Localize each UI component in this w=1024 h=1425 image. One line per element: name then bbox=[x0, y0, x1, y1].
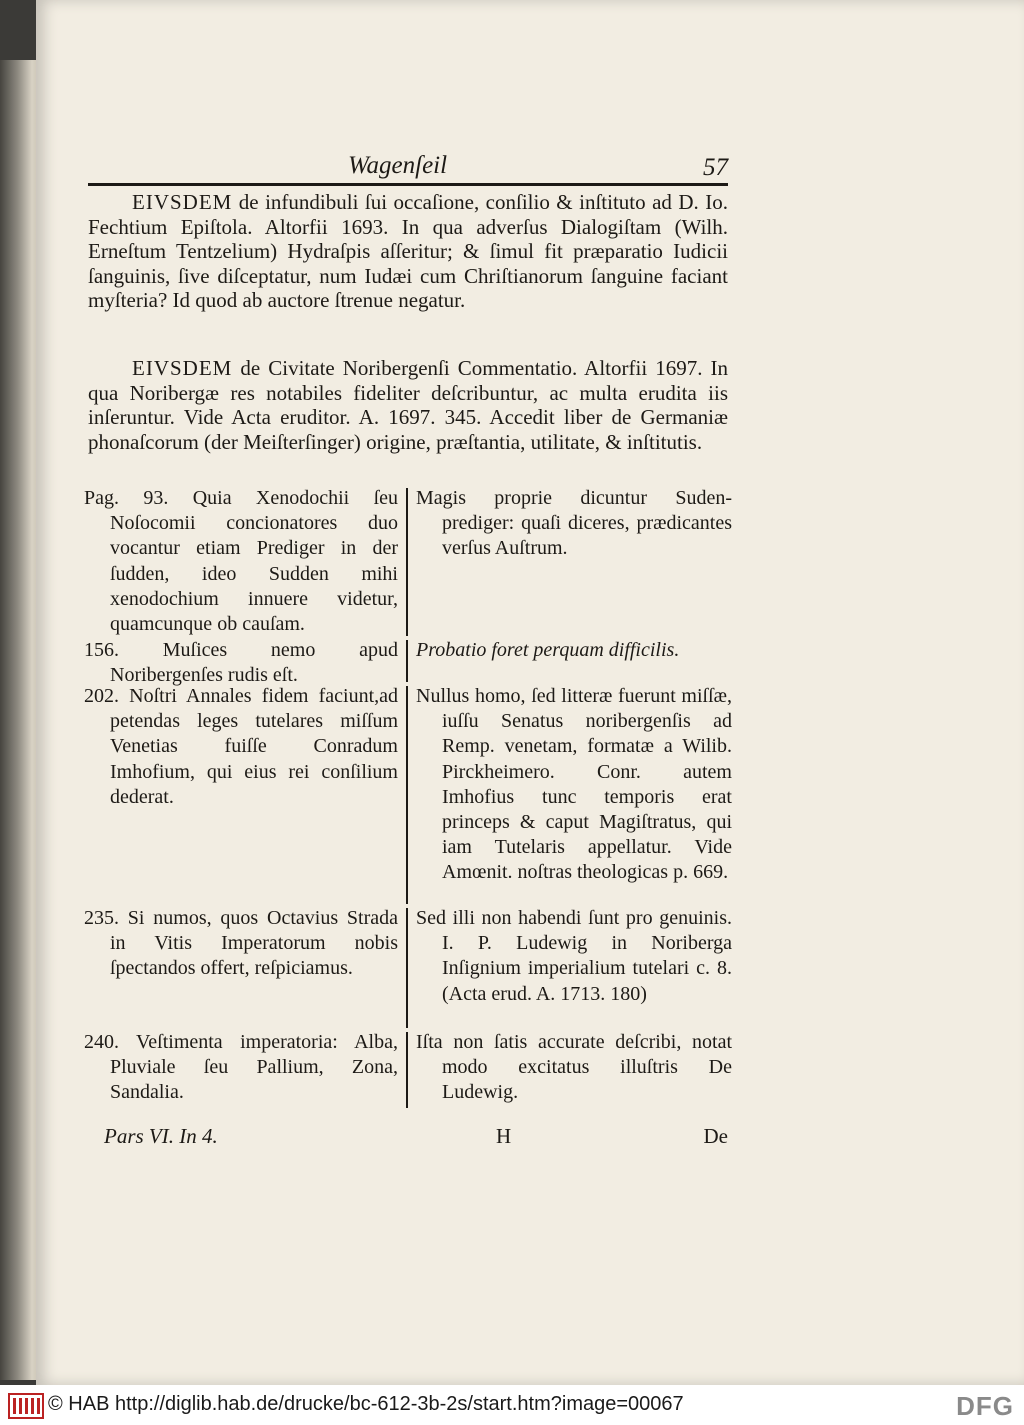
running-head bbox=[88, 148, 728, 184]
paragraph-text: de infundibuli ſui occaſione, conſilio & inſtituto ad D. Io. Fechtium Epiſtola. Altorfii 1693. In qua adverſus Dialogiſtam (Wilh. Erneſtum Tentzelium) Hydraſpis aſſeritur; & ſimul fit præparatio Iudicii ſanguinis, ſive diſceptatur, num Iudæi cum Chriſtianorum ſanguine faciant myſteria? Id quod ab auctore ſtrenue negatur. bbox=[88, 190, 728, 313]
paragraph-lead: EIVSDEM bbox=[132, 356, 233, 380]
header-rule bbox=[88, 183, 728, 186]
book-page bbox=[36, 0, 1024, 1385]
signature-part: Pars VI. In 4. bbox=[104, 1124, 218, 1148]
note-right: Nullus homo, ſed litteræ fuerunt miſſæ, iuſſu Senatus noribergenſis ad Remp. venetam, formatæ a Wilib. Pirckheimero. Conr. autem Imhofius tunc temporis erat princeps & caput Magiſtratus, qui iam Tutelaris appellatur. Vide Amœnit. noſtras theologicas p. 669. bbox=[416, 685, 732, 884]
paragraph-text: de Civitate Noribergenſi Commentatio. Altorfii 1697. In qua Noribergæ res notabiles fideliter deſcribuntur, ac multa erudita iis inſeruntur. Vide Acta eruditor. A. 1697. 345. Accedit liber de Germaniæ phonaſcorum (der Meiſterſinger) origine, præſtantia, utilitate, & inſtitutis. bbox=[88, 356, 728, 454]
note-left: 156. Muſices nemo apud Noribergenſes rudis eſt. bbox=[84, 639, 398, 687]
dfg-logo: DFG bbox=[956, 1391, 1014, 1421]
paragraph-civitate bbox=[88, 356, 728, 454]
source-link[interactable]: © HAB http://diglib.hab.de/drucke/bc-612-3b-2s/start.htm?image=00067 bbox=[48, 1393, 684, 1415]
note-right: Sed illi non habendi ſunt pro genuinis. I. P. Ludewig in Noriberga Inſignium imperialium tutelari c. 8. (Acta erud. A. 1713. 180) bbox=[416, 907, 732, 1005]
footer-bar bbox=[0, 1385, 1024, 1425]
note-right: Magis proprie dicuntur Suden-prediger: quaſi diceres, prædicantes verſus Auſtrum. bbox=[416, 487, 732, 560]
paragraph-infundibulum bbox=[88, 190, 728, 313]
note-row bbox=[84, 486, 732, 638]
note-left: 202. Noſtri Annales fidem faciunt,ad petendas leges tutelares miſſum Venetias fuiſſe Conradum Imhofium, qui eius rei conſilium dederat. bbox=[84, 685, 398, 808]
note-left: Pag. 93. Quia Xenodochii ſeu Noſocomii concionatores duo vocantur etiam Prediger in der ſudden, ideo Sudden mihi xenodochium innuere videtur, quamcunque ob cauſam. bbox=[84, 487, 398, 636]
note-row bbox=[84, 906, 732, 1030]
page-number: 57 bbox=[703, 154, 728, 181]
column-divider bbox=[406, 1032, 408, 1108]
paragraph-lead: EIVSDEM bbox=[132, 190, 233, 214]
notes-table bbox=[84, 486, 732, 1110]
note-row bbox=[84, 1030, 732, 1110]
signature-mark: H bbox=[496, 1124, 512, 1148]
note-left: 240. Veſtimenta imperatoria: Alba, Pluviale ſeu Pallium, Zona, Sandalia. bbox=[84, 1031, 398, 1104]
hab-logo-icon bbox=[8, 1393, 44, 1419]
note-row bbox=[84, 638, 732, 687]
column-divider bbox=[406, 908, 408, 1028]
column-divider bbox=[406, 488, 408, 636]
note-left: 235. Si numos, quos Octavius Strada in Vitis Imperatorum nobis ſpectandos offert, reſpiciamus. bbox=[84, 907, 398, 980]
note-right: Iſta non ſatis accurate deſcribi, notat modo excitatus illuſtris De Ludewig. bbox=[416, 1031, 732, 1104]
running-head-title: Wagenſeil bbox=[348, 152, 448, 179]
signature-line bbox=[88, 1124, 728, 1154]
column-divider bbox=[406, 686, 408, 904]
catchword: De bbox=[703, 1124, 728, 1148]
book-edge bbox=[0, 60, 40, 1380]
note-right: Probatio foret perquam difficilis. bbox=[416, 639, 680, 661]
column-divider bbox=[406, 640, 408, 682]
note-row bbox=[84, 684, 732, 906]
